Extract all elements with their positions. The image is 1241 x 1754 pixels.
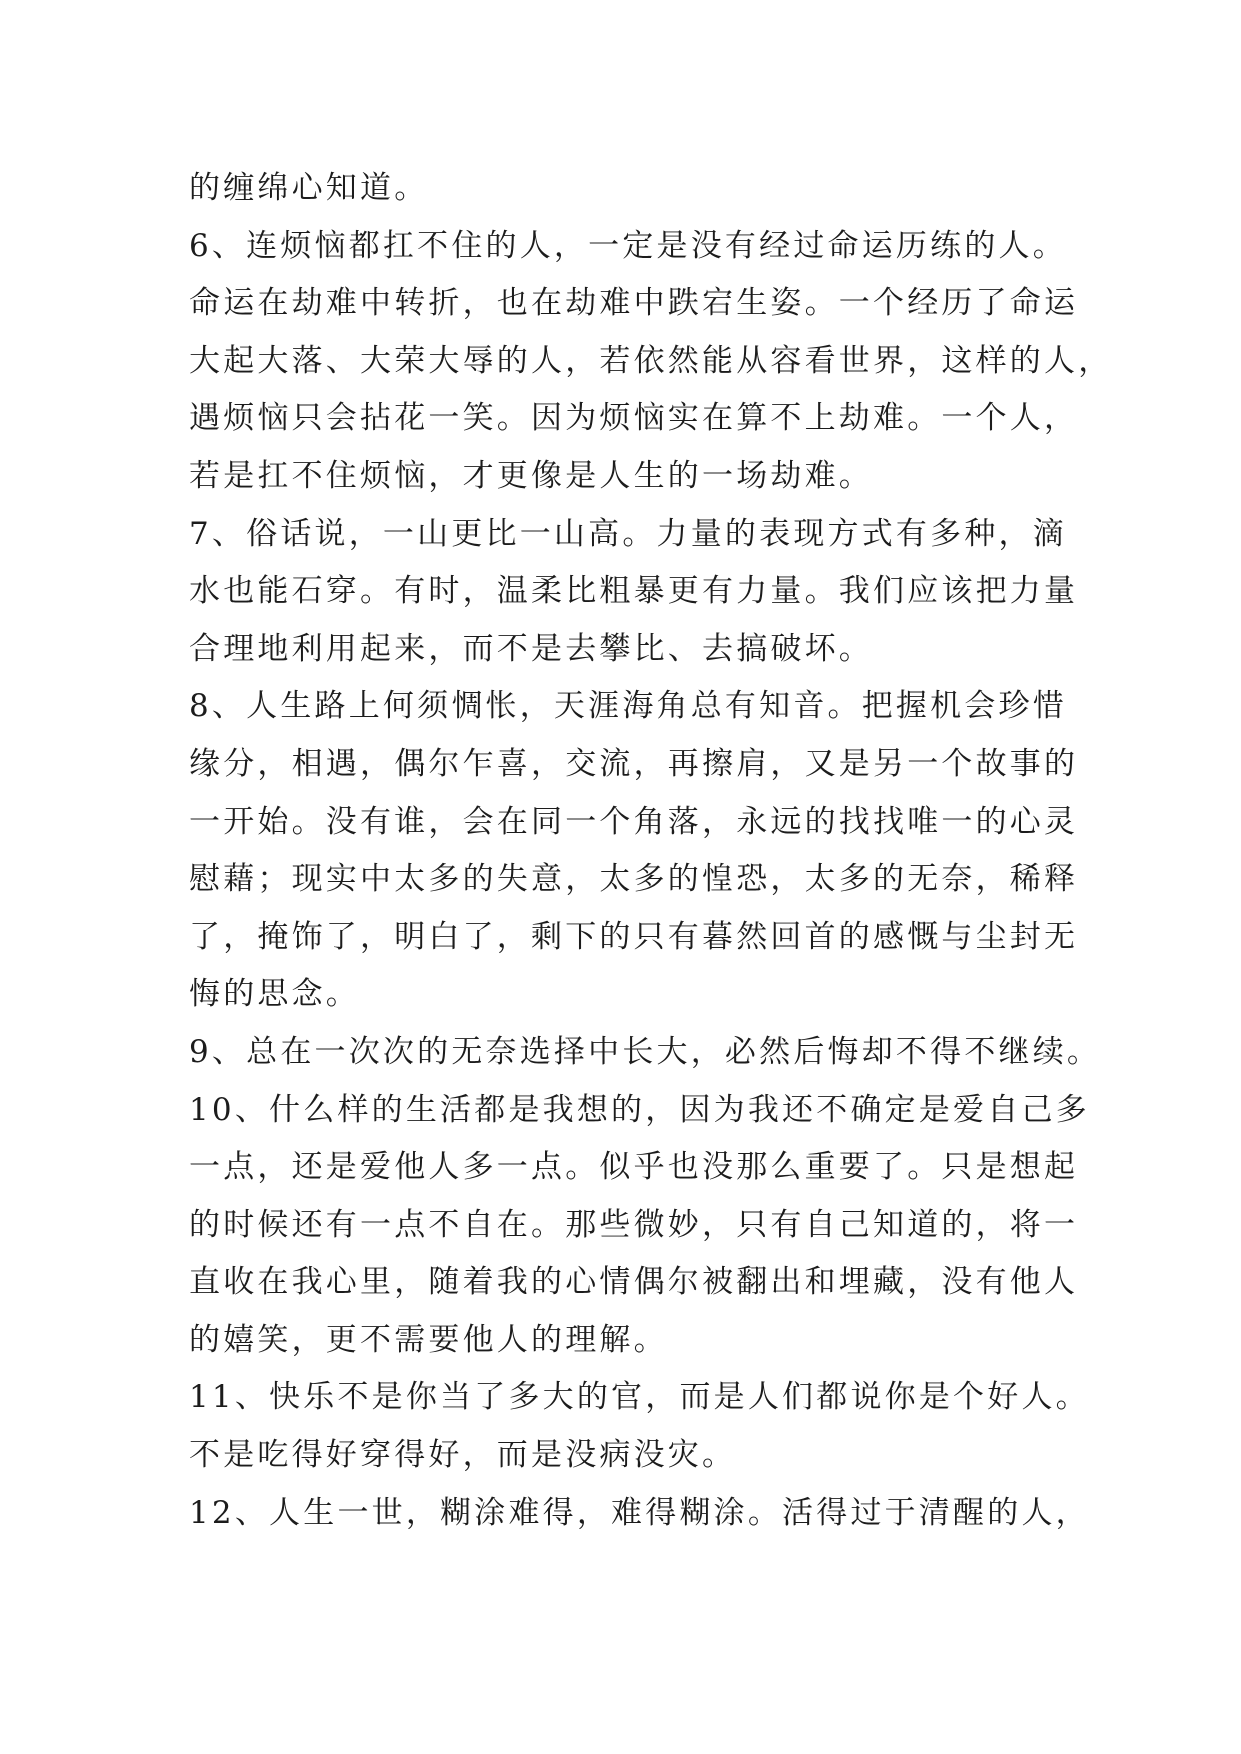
document-body	[189, 160, 1113, 1542]
text-line: 若是扛不住烦恼，才更像是人生的一场劫难。	[189, 457, 873, 494]
text-line: 6、连烦恼都扛不住的人，一定是没有经过命运历练的人。	[189, 227, 1067, 264]
text-line: 的缠绵心知道。	[189, 170, 429, 206]
text-line: 水也能石穿。有时，温柔比粗暴更有力量。我们应该把力量	[189, 573, 1079, 610]
text-line: 命运在劫难中转折，也在劫难中跌宕生姿。一个经历了命运	[189, 285, 1079, 322]
text-line: 缘分，相遇，偶尔乍喜，交流，再擦肩，又是另一个故事的	[189, 745, 1079, 782]
text-line: 遇烦恼只会拈花一笑。因为烦恼实在算不上劫难。一个人，	[189, 400, 1079, 437]
text-line: 11、快乐不是你当了多大的官，而是人们都说你是个好人。	[189, 1379, 1090, 1416]
text-line: 了，掩饰了，明白了，剩下的只有暮然回首的感慨与尘封无	[189, 918, 1079, 955]
text-line: 合理地利用起来，而不是去攀比、去搞破坏。	[189, 630, 873, 667]
text-line: 9、总在一次次的无奈选择中长大，必然后悔却不得不继续。	[189, 1033, 1102, 1070]
text-line: 8、人生路上何须惆怅，天涯海角总有知音。把握机会珍惜	[189, 688, 1067, 725]
text-line: 直收在我心里，随着我的心情偶尔被翻出和埋藏，没有他人	[189, 1264, 1079, 1301]
text-line: 一点，还是爱他人多一点。似乎也没那么重要了。只是想起	[189, 1149, 1079, 1186]
text-line: 不是吃得好穿得好，而是没病没灾。	[189, 1437, 737, 1474]
text-line: 悔的思念。	[189, 976, 360, 1013]
text-line: 一开始。没有谁，会在同一个角落，永远的找找唯一的心灵	[189, 803, 1079, 840]
text-line: 的时候还有一点不自在。那些微妙，只有自己知道的，将一	[189, 1206, 1079, 1243]
text-line: 的嬉笑，更不需要他人的理解。	[189, 1321, 668, 1358]
text-line: 10、什么样的生活都是我想的，因为我还不确定是爱自己多	[189, 1091, 1090, 1128]
text-line: 7、俗话说，一山更比一山高。力量的表现方式有多种，滴	[189, 515, 1067, 552]
text-line: 12、人生一世，糊涂难得，难得糊涂。活得过于清醒的人，	[189, 1494, 1090, 1531]
text-line: 大起大落、大荣大辱的人，若依然能从容看世界，这样的人，	[189, 342, 1113, 379]
text-line: 慰藉；现实中太多的失意，太多的惶恐，太多的无奈，稀释	[189, 861, 1079, 898]
